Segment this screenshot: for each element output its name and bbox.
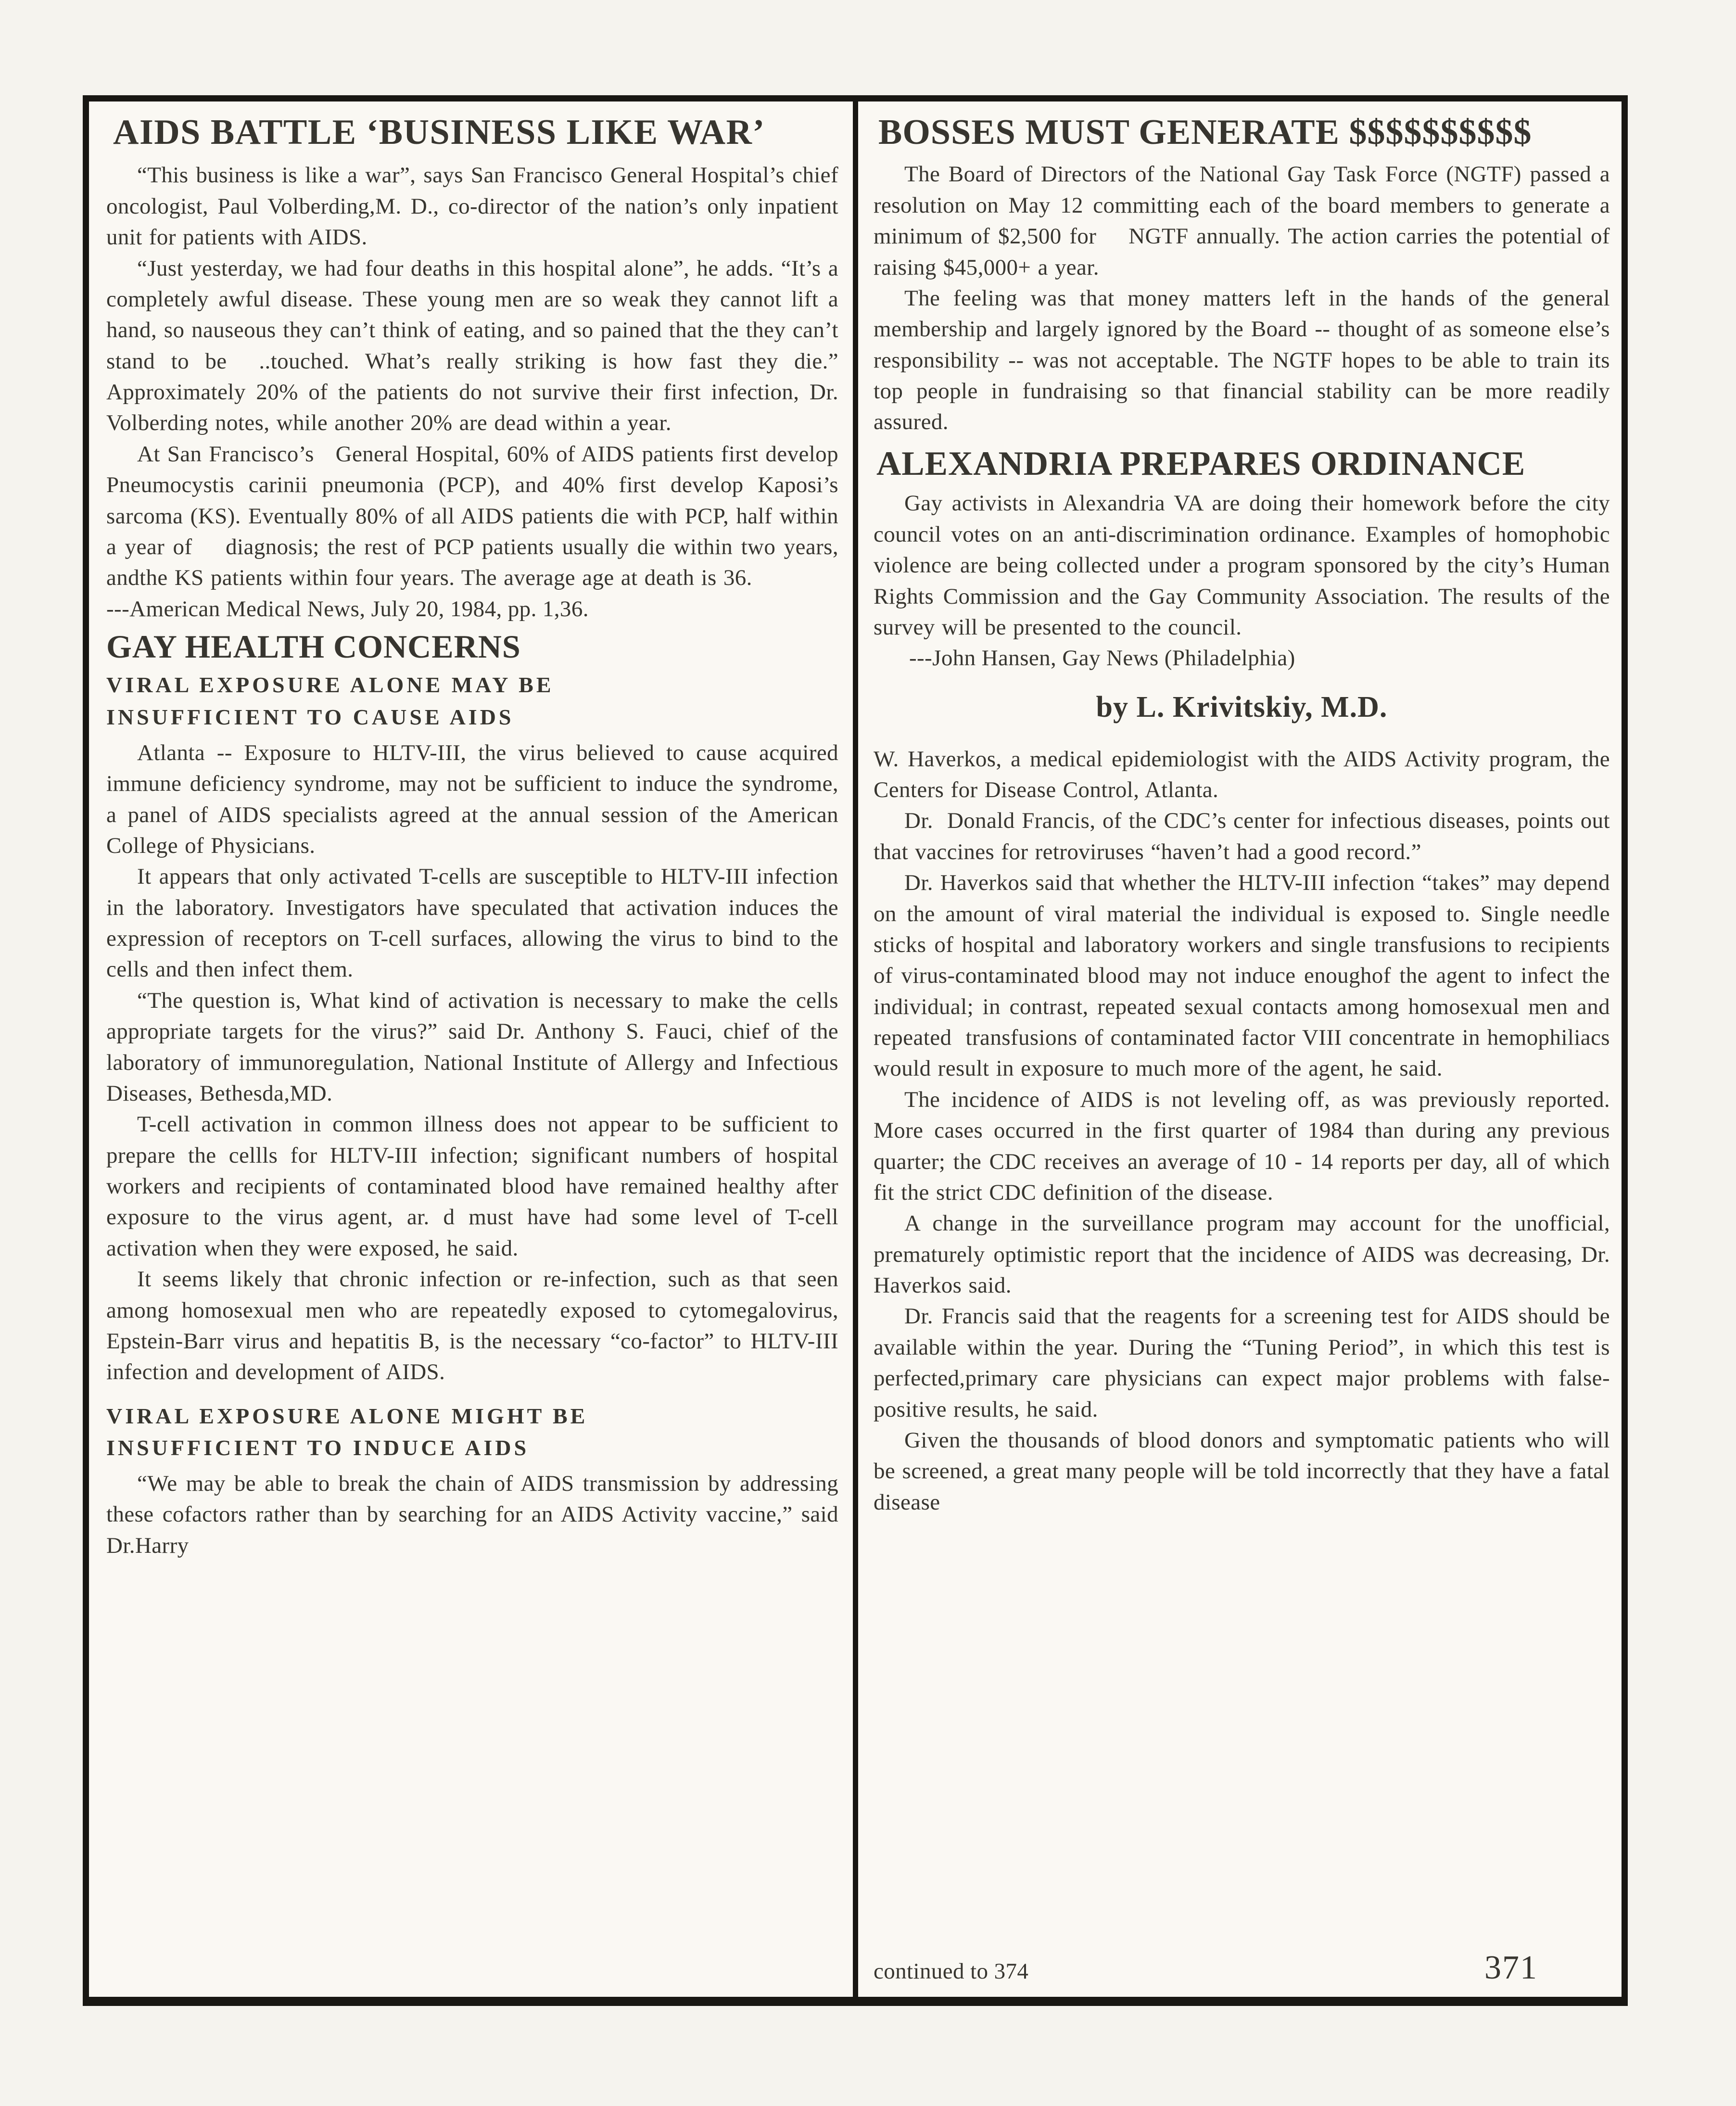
- paragraph: The Board of Directors of the National Gay Task Force (NGTF) passed a resolution on May 12 committing each of the board members to generate a minimum of $2,500 for NGTF annually. The action carries the potential of raising $45,000+ a year.: [874, 162, 1610, 280]
- paragraph: A change in the surveillance program may account for the unofficial, prematurely optimistic report that the incidence of AIDS was decreasing, Dr. Haverkos said.: [874, 1211, 1610, 1298]
- right-column: [858, 101, 1622, 1997]
- article-title-aids-battle: AIDS BATTLE ‘BUSINESS LIKE WAR’: [113, 113, 765, 152]
- article-title-alexandria-ordinance: ALEXANDRIA PREPARES ORDINANCE: [876, 444, 1526, 482]
- subhead-line: VIRAL EXPOSURE ALONE MAY BE: [106, 672, 554, 698]
- paragraph: Dr. Donald Francis, of the CDC’s center for infectious diseases, points out that vaccines for retroviruses “haven’t had a good record.”: [874, 808, 1610, 864]
- column-divider: [853, 101, 858, 1997]
- source-attribution: ---John Hansen, Gay News (Philadelphia): [909, 646, 1295, 671]
- article-title-bosses-must-generate: BOSSES MUST GENERATE $$$$$$$$$$: [878, 113, 1532, 152]
- continued-notice: continued to 374: [874, 1959, 1029, 1984]
- subhead-viral-exposure-cause: [106, 669, 838, 733]
- paragraph: It appears that only activated T-cells are susceptible to HLTV-III infection in the laboratory. Investigators have speculated that activation induces the expression of receptors on T-cell surfaces, allowing the virus to bind to the cells and then infect them.: [106, 864, 838, 982]
- paragraph: Atlanta -- Exposure to HLTV-III, the virus believed to cause acquired immune deficiency syndrome, may not be sufficient to induce the syndrome, a panel of AIDS specialists agreed at the annual session of the American College of Physicians.: [106, 740, 838, 858]
- subhead-viral-exposure-induce: [106, 1400, 838, 1464]
- paragraph: W. Haverkos, a medical epidemiologist with the AIDS Activity program, the Centers for Disease Control, Atlanta.: [874, 746, 1610, 803]
- paragraph: T-cell activation in common illness does not appear to be sufficient to prepare the cellls for HLTV-III infection; significant numbers of hospital workers and recipients of contaminated blood have remained healthy after exposure to the virus agent, ar. d must have had some level of T-cell activation when they were exposed, he said.: [106, 1112, 838, 1261]
- left-column: [89, 101, 853, 1997]
- paragraph: At San Francisco’s General Hospital, 60% of AIDS patients first develop Pneumocystis carinii pneumonia (PCP), and 40% first develop Kaposi’s sarcoma (KS). Eventually 80% of all AIDS patients die with PCP, half within a year of diagnosis; the rest of PCP patients usually die within two years, andthe KS patients within four years. The average age at death is 36.: [106, 441, 838, 591]
- byline-krivitskiy: by L. Krivitskiy, M.D.: [1096, 690, 1388, 723]
- page-number: 371: [1484, 1949, 1538, 1986]
- paragraph: Dr. Francis said that the reagents for a screening test for AIDS should be available within the year. During the “Tuning Period”, in which this test is perfected,primary care physicians can expect major problems with false-positive results, he said.: [874, 1304, 1610, 1422]
- paragraph: The incidence of AIDS is not leveling off, as was previously reported. More cases occurred in the first quarter of 1984 than during any previous quarter; the CDC receives an average of 10 - 14 reports per day, all of which fit the strict CDC definition of the disease.: [874, 1087, 1610, 1205]
- paragraph: “This business is like a war”, says San Francisco General Hospital’s chief oncologist, Paul Volberding,M. D., co-director of the nation’s only inpatient unit for patients with AIDS.: [106, 163, 838, 250]
- source-attribution: ---American Medical News, July 20, 1984, pp. 1,36.: [106, 596, 589, 622]
- paragraph: “We may be able to break the chain of AIDS transmission by addressing these cofactors rather than by searching for an AIDS Activity vaccine,” said Dr.Harry: [106, 1471, 838, 1558]
- paragraph: It seems likely that chronic infection or re-infection, such as that seen among homosexual men who are repeatedly exposed to cytomegalovirus, Epstein-Barr virus and hepatitis B, is the necessary “co-factor” to HLTV-III infection and development of AIDS.: [106, 1267, 838, 1385]
- subhead-line: INSUFFICIENT TO CAUSE AIDS: [106, 705, 514, 730]
- paragraph: Given the thousands of blood donors and symptomatic patients who will be screened, a great many people will be told incorrectly that they have a fatal disease: [874, 1427, 1610, 1515]
- subhead-line: INSUFFICIENT TO INDUCE AIDS: [106, 1435, 530, 1460]
- paragraph: The feeling was that money matters left in the hands of the general membership and largely ignored by the Board -- thought of as someone else’s responsibility -- was not acceptable. The NGTF hopes to be able to train its top people in fundraising so that financial stability can be more readily assured.: [874, 285, 1610, 435]
- paragraph: Dr. Haverkos said that whether the HLTV-III infection “takes” may depend on the amount of viral material the individual is exposed to. Single needle sticks of hospital and laboratory workers and single transfusions to recipients of virus-contaminated blood may not induce enoughof the agent to infect the individual; in contrast, repeated sexual contacts among homosexual men and repeated transfusions of contaminated factor VIII concentrate in hemophiliacs would result in exposure to much more of the agent, he said.: [874, 870, 1610, 1081]
- paragraph: Gay activists in Alexandria VA are doing their homework before the city council votes on an anti-discrimination ordinance. Examples of homophobic violence are being collected under a program sponsored by the city’s Human Rights Commission and the Gay Community Association. The results of the survey will be presented to the council.: [874, 491, 1610, 640]
- page-footer: [874, 1944, 1610, 1990]
- paragraph: “Just yesterday, we had four deaths in this hospital alone”, he adds. “It’s a completely awful disease. These young men are so weak they cannot lift a hand, so nauseous they can’t think of eating, and so pained that the they can’t stand to be ..touched. What’s really striking is how fast they die.” Approximately 20% of the patients do not survive their first infection, Dr. Volberding notes, while another 20% are dead within a year.: [106, 255, 838, 436]
- paragraph: “The question is, What kind of activation is necessary to make the cells appropriate targets for the virus?” said Dr. Anthony S. Fauci, chief of the laboratory of immunoregulation, National Institute of Allergy and Infectious Diseases, Bethesda,MD.: [106, 988, 838, 1106]
- subhead-line: VIRAL EXPOSURE ALONE MIGHT BE: [106, 1403, 588, 1428]
- article-title-gay-health-concerns: GAY HEALTH CONCERNS: [106, 628, 521, 665]
- page-frame: [83, 95, 1628, 2006]
